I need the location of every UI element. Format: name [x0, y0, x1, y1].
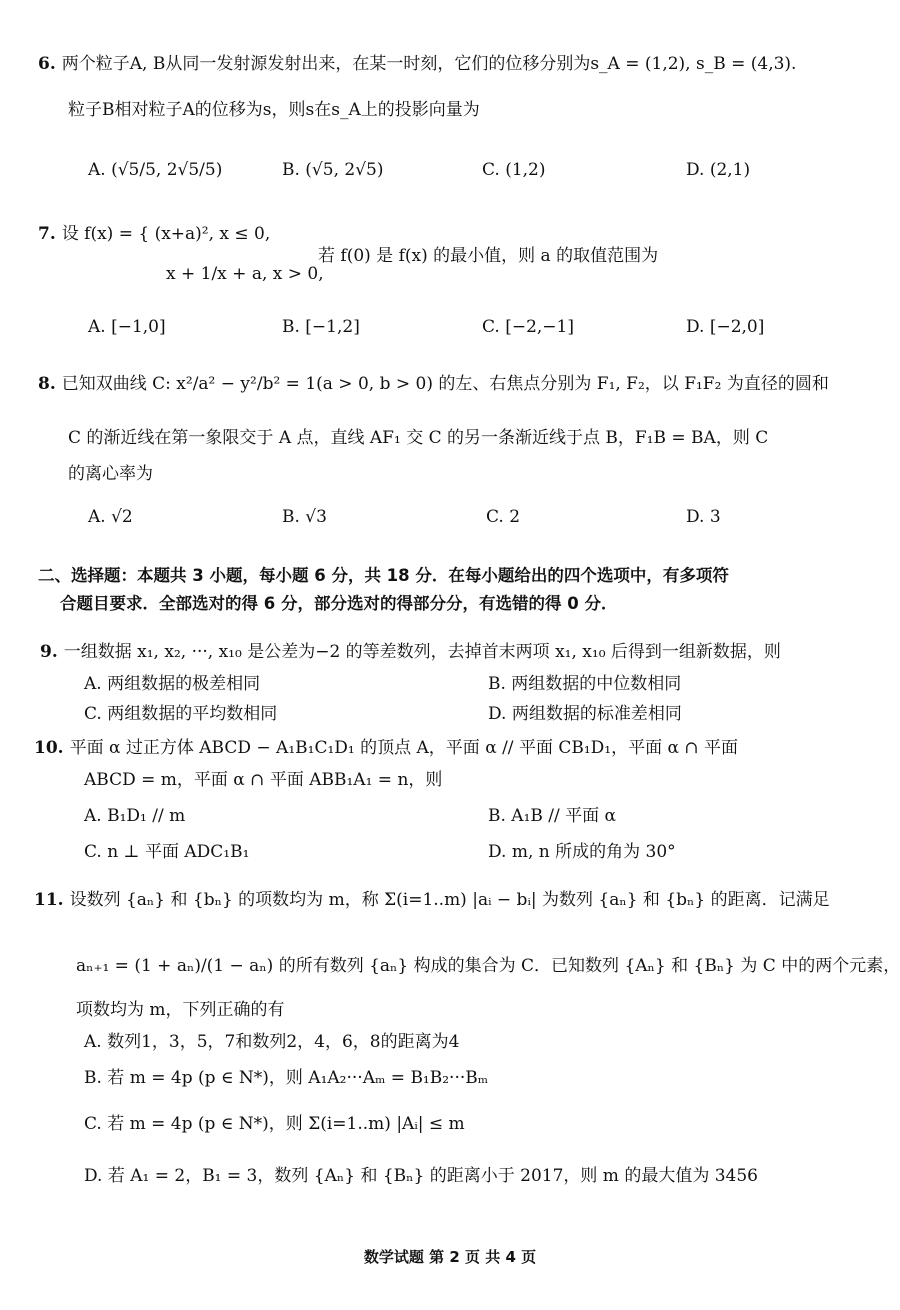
q8-line3: 的离心率为	[68, 464, 153, 484]
q6-option-b: B. (√5, 2√5)	[282, 160, 384, 180]
page-footer: 数学试题 第 2 页 共 4 页	[363, 1248, 537, 1266]
q8-option-d: D. 3	[686, 507, 721, 527]
section2-heading-line1: 二、选择题：本题共 3 小题，每小题 6 分，共 18 分．在每小题给出的四个选项中，有多项符	[38, 566, 729, 585]
q7-line-a	[38, 222, 270, 246]
q10-option-d: D. m, n 所成的角为 30°	[488, 842, 676, 862]
q11-number: 11.	[34, 890, 64, 910]
q10-line2: ABCD = m，平面 α ∩ 平面 ABB₁A₁ = n，则	[84, 770, 443, 790]
section2-heading-line2: 合题目要求．全部选对的得 6 分，部分选对的得部分分，有选错的得 0 分．	[60, 594, 618, 613]
q9-line	[40, 640, 781, 664]
q7-stem-a: 设 f(x) = { (x+a)², x ≤ 0,	[61, 224, 271, 244]
q6-number: 6.	[38, 54, 56, 74]
q8-number: 8.	[38, 374, 56, 394]
q10-stem-1: 平面 α 过正方体 ABCD − A₁B₁C₁D₁ 的顶点 A，平面 α // 平面 CB₁D₁，平面 α ∩ 平面	[69, 738, 739, 758]
q10-line1	[34, 736, 738, 760]
q7-option-b: B. [−1,2]	[282, 317, 360, 337]
q11-option-c: C. 若 m = 4p (p ∈ N*)，则 Σ(i=1..m) |Aᵢ| ≤ m	[84, 1114, 465, 1134]
q8-line1	[38, 372, 829, 396]
q8-stem-1: 已知双曲线 C: x²/a² − y²/b² = 1(a > 0, b > 0) 的左、右焦点分别为 F₁, F₂，以 F₁F₂ 为直径的圆和	[61, 374, 829, 394]
q6-option-a: A. (√5/5, 2√5/5)	[88, 160, 223, 180]
q8-line2: C 的渐近线在第一象限交于 A 点，直线 AF₁ 交 C 的另一条渐近线于点 B，F₁B = BA，则 C	[68, 428, 769, 448]
q9-option-a: A. 两组数据的极差相同	[84, 674, 261, 694]
q10-option-c: C. n ⊥ 平面 ADC₁B₁	[84, 842, 250, 862]
q9-option-b: B. 两组数据的中位数相同	[488, 674, 682, 694]
q7-option-d: D. [−2,0]	[686, 317, 765, 337]
q11-option-b: B. 若 m = 4p (p ∈ N*)，则 A₁A₂···Aₘ = B₁B₂···Bₘ	[84, 1068, 489, 1088]
q6-line1	[38, 52, 796, 76]
q7-stem-b: x + 1/x + a, x > 0,	[166, 264, 324, 284]
q8-option-b: B. √3	[282, 507, 327, 527]
q6-option-d: D. (2,1)	[686, 160, 751, 180]
q11-option-a: A. 数列1，3，5，7和数列2，4，6，8的距离为4	[84, 1032, 460, 1052]
q6-option-c: C. (1,2)	[482, 160, 546, 180]
q11-line3: 项数均为 m，下列正确的有	[76, 1000, 285, 1020]
q10-option-a: A. B₁D₁ // m	[84, 806, 186, 826]
q7-option-a: A. [−1,0]	[88, 317, 166, 337]
q8-option-a: A. √2	[88, 507, 133, 527]
q11-stem-1: 设数列 {aₙ} 和 {bₙ} 的项数均为 m，称 Σ(i=1..m) |aᵢ − bᵢ| 为数列 {aₙ} 和 {bₙ} 的距离．记满足	[69, 890, 830, 910]
q11-option-d: D. 若 A₁ = 2，B₁ = 3，数列 {Aₙ} 和 {Bₙ} 的距离小于 2017，则 m 的最大值为 3456	[84, 1166, 758, 1186]
q6-stem-1: 两个粒子A, B从同一发射源发射出来，在某一时刻，它们的位移分别为s_A = (1,2), s_B = (4,3).	[61, 54, 797, 74]
q11-line2: aₙ₊₁ = (1 + aₙ)/(1 − aₙ) 的所有数列 {aₙ} 构成的集合为 C．已知数列 {Aₙ} 和 {Bₙ} 为 C 中的两个元素，	[76, 956, 900, 976]
q7-option-c: C. [−2,−1]	[482, 317, 574, 337]
q9-option-d: D. 两组数据的标准差相同	[488, 704, 682, 724]
q10-number: 10.	[34, 738, 64, 758]
q8-option-c: C. 2	[486, 507, 521, 527]
q7-stem-c: 若 f(0) 是 f(x) 的最小值，则 a 的取值范围为	[318, 246, 659, 266]
q11-line1	[34, 888, 830, 912]
q9-number: 9.	[40, 642, 58, 662]
q9-stem: 一组数据 x₁, x₂, ···, x₁₀ 是公差为−2 的等差数列，去掉首末两项 x₁, x₁₀ 后得到一组新数据，则	[63, 642, 781, 662]
q7-number: 7.	[38, 224, 56, 244]
q10-option-b: B. A₁B // 平面 α	[488, 806, 617, 826]
q6-line2: 粒子B相对粒子A的位移为s，则s在s_A上的投影向量为	[68, 100, 480, 120]
q9-option-c: C. 两组数据的平均数相同	[84, 704, 278, 724]
